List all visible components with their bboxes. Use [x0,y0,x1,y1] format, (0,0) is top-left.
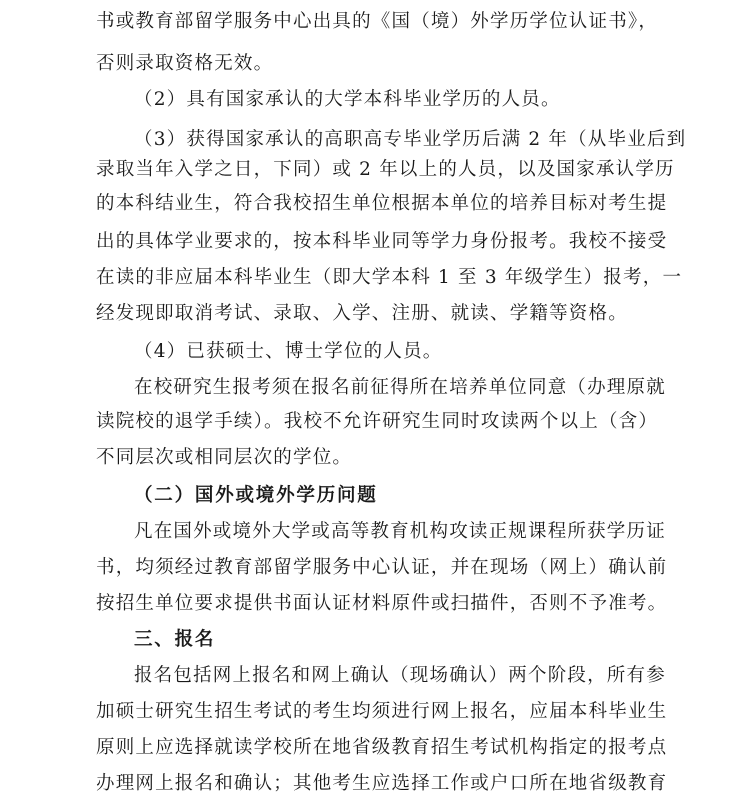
paragraph-foreign-degrees-line-1: 凡在国外或境外大学或高等教育机构攻读正规课程所获学历证 [134,521,666,542]
section-heading-registration: 三、报名 [134,629,216,650]
text-line-1: 书或教育部留学服务中心出具的《国（境）外学历学位认证书》， [96,11,659,32]
paragraph-registration-line-4: 办理网上报名和确认；其他考生应选择工作或户口所在地省级教育 [96,773,668,794]
list-item-3-line-5: 在读的非应届本科毕业生（即大学本科 1 至 3 年级学生）报考，一 [96,267,683,288]
paragraph-current-students-line-2: 读院校的退学手续）。我校不允许研究生同时攻读两个以上（含） [96,411,659,432]
paragraph-registration-line-1: 报名包括网上报名和网上确认（现场确认）两个阶段，所有参 [134,665,666,686]
list-item-3-line-6: 经发现即取消考试、录取、入学、注册、就读、学籍等资格。 [96,303,628,324]
paragraph-foreign-degrees-line-3: 按招生单位要求提供书面认证材料原件或扫描件，否则不予准考。 [96,593,668,614]
list-item-3-line-2: 录取当年入学之日，下同）或 2 年以上的人员，以及国家承认学历 [96,159,675,180]
text-line-2: 否则录取资格无效。 [96,53,274,74]
list-item-2: （2）具有国家承认的大学本科毕业学历的人员。 [134,89,561,110]
section-heading-foreign-degrees: （二）国外或境外学历问题 [134,485,378,506]
list-item-3-line-3: 的本科结业生，符合我校招生单位根据本单位的培养目标对考生提 [96,193,668,214]
paragraph-registration-line-2: 加硕士研究生招生考试的考生均须进行网上报名，应届本科毕业生 [96,701,668,722]
list-item-4: （4）已获硕士、博士学位的人员。 [134,341,443,362]
paragraph-registration-line-3: 原则上应选择就读学校所在地省级教育招生考试机构指定的报考点 [96,737,668,758]
list-item-3-line-1: （3）获得国家承认的高职高专毕业学历后满 2 年（从毕业后到 [134,129,687,150]
list-item-3-line-4: 出的具体学业要求的，按本科毕业同等学力身份报考。我校不接受 [96,231,668,252]
paragraph-foreign-degrees-line-2: 书，均须经过教育部留学服务中心认证，并在现场（网上）确认前 [96,557,668,578]
paragraph-current-students-line-3: 不同层次或相同层次的学位。 [96,447,353,468]
paragraph-current-students-line-1: 在校研究生报考须在报名前征得所在培养单位同意（办理原就 [134,377,666,398]
